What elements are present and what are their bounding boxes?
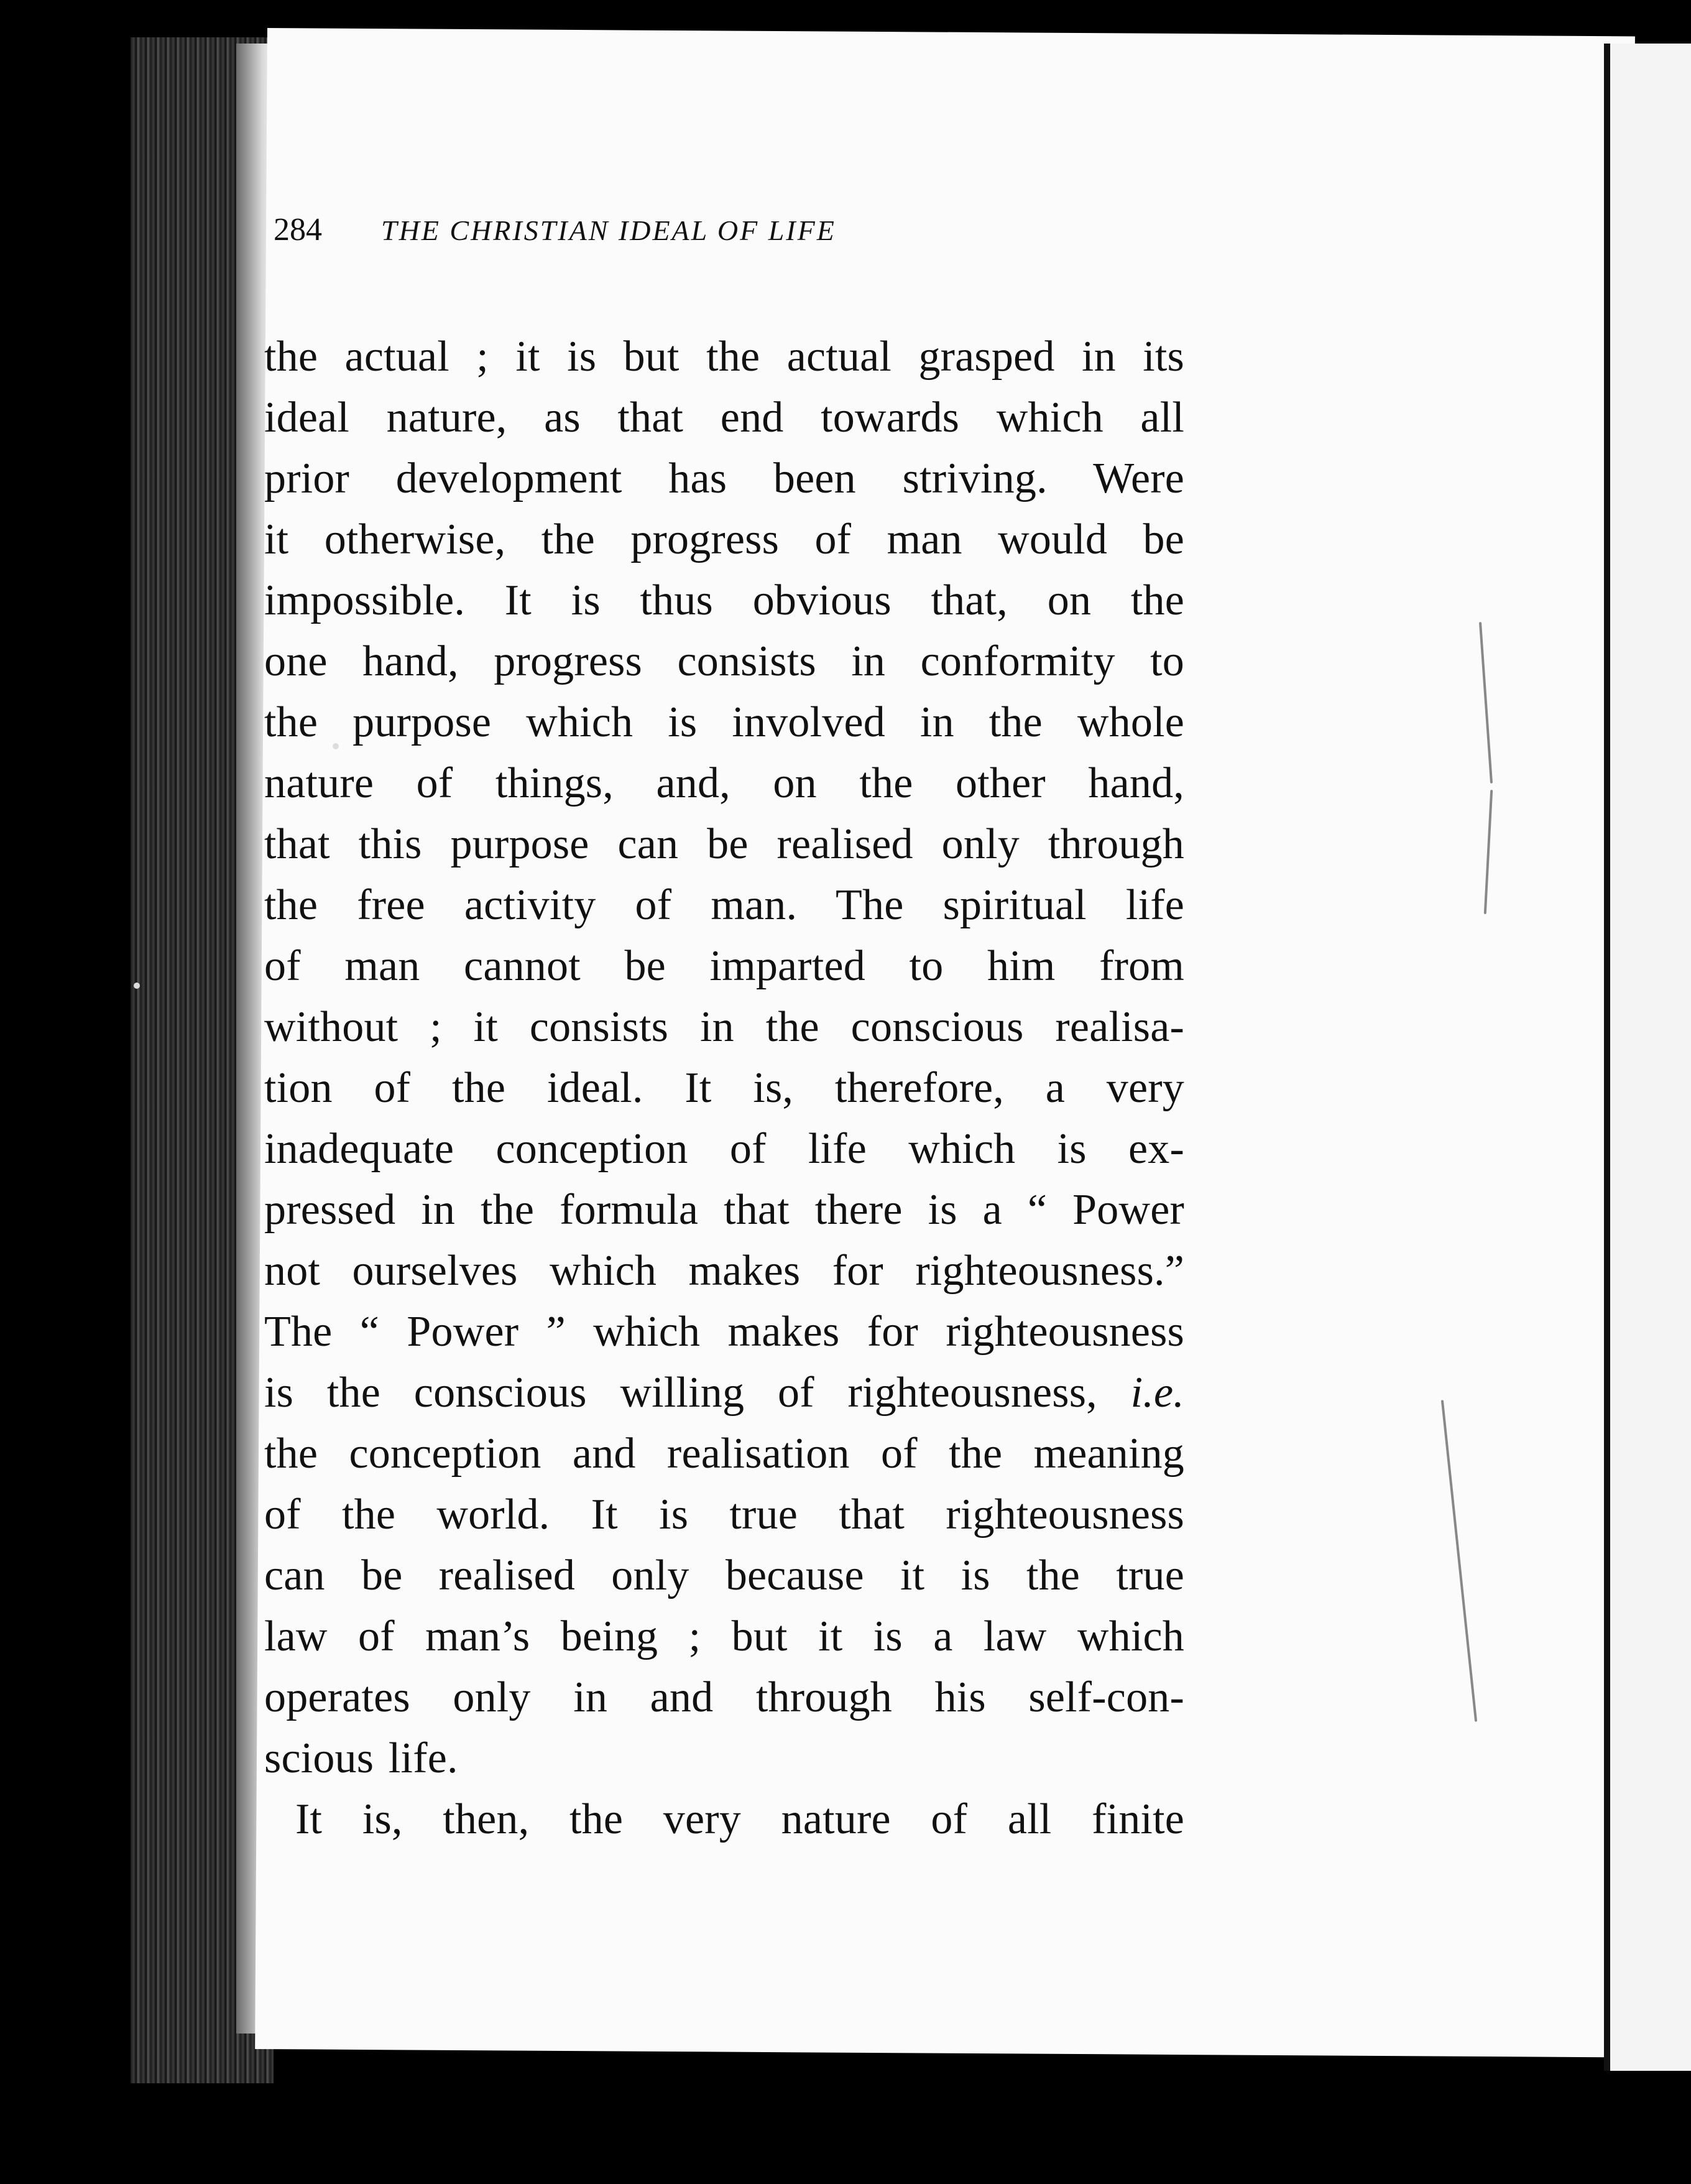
text-line: is the conscious willing of righteousness, i.e. <box>264 1369 1184 1417</box>
text-line: prior development has been striving. Were <box>264 455 1184 502</box>
text-line: tion of the ideal. It is, therefore, a very <box>264 1064 1184 1112</box>
text-line: of man cannot be imparted to him from <box>264 942 1184 990</box>
text-line: can be realised only because it is the true <box>264 1552 1184 1599</box>
page-number: 284 <box>274 212 322 248</box>
text-line: nature of things, and, on the other hand, <box>264 759 1184 807</box>
text-line: the free activity of man. The spiritual life <box>264 881 1184 929</box>
speck <box>134 983 140 989</box>
text-line: it otherwise, the progress of man would be <box>264 516 1184 563</box>
text-line: not ourselves which makes for righteousness.” <box>264 1247 1184 1295</box>
text-line: pressed in the formula that there is a “ Power <box>264 1186 1184 1234</box>
text-line: impossible. It is thus obvious that, on the <box>264 576 1184 624</box>
text-line: the actual ; it is but the actual grasped in its <box>264 333 1184 381</box>
text-line: the purpose which is involved in the whole <box>264 698 1184 746</box>
text-line: of the world. It is true that righteousness <box>264 1491 1184 1539</box>
body-text <box>264 326 1445 1850</box>
text-line: one hand, progress consists in conformity to <box>264 637 1184 685</box>
running-title: THE CHRISTIAN IDEAL OF LIFE <box>381 215 836 246</box>
text-line: operates only in and through his self-con- <box>264 1673 1184 1721</box>
text-line: scious life. <box>264 1734 458 1782</box>
text-line: law of man’s being ; but it is a law which <box>264 1613 1184 1660</box>
text-line: It is, then, the very nature of all finite <box>295 1795 1184 1843</box>
running-head <box>274 211 1318 261</box>
text-line: The “ Power ” which makes for righteousness <box>264 1308 1184 1356</box>
text-line: that this purpose can be realised only through <box>264 820 1184 868</box>
text-line: ideal nature, as that end towards which all <box>264 394 1184 442</box>
text-line: inadequate conception of life which is ex- <box>264 1125 1184 1173</box>
text-line: without ; it consists in the conscious realisa- <box>264 1003 1184 1051</box>
text-line: the conception and realisation of the meaning <box>264 1430 1184 1478</box>
adjacent-page-edge <box>1604 44 1691 2071</box>
